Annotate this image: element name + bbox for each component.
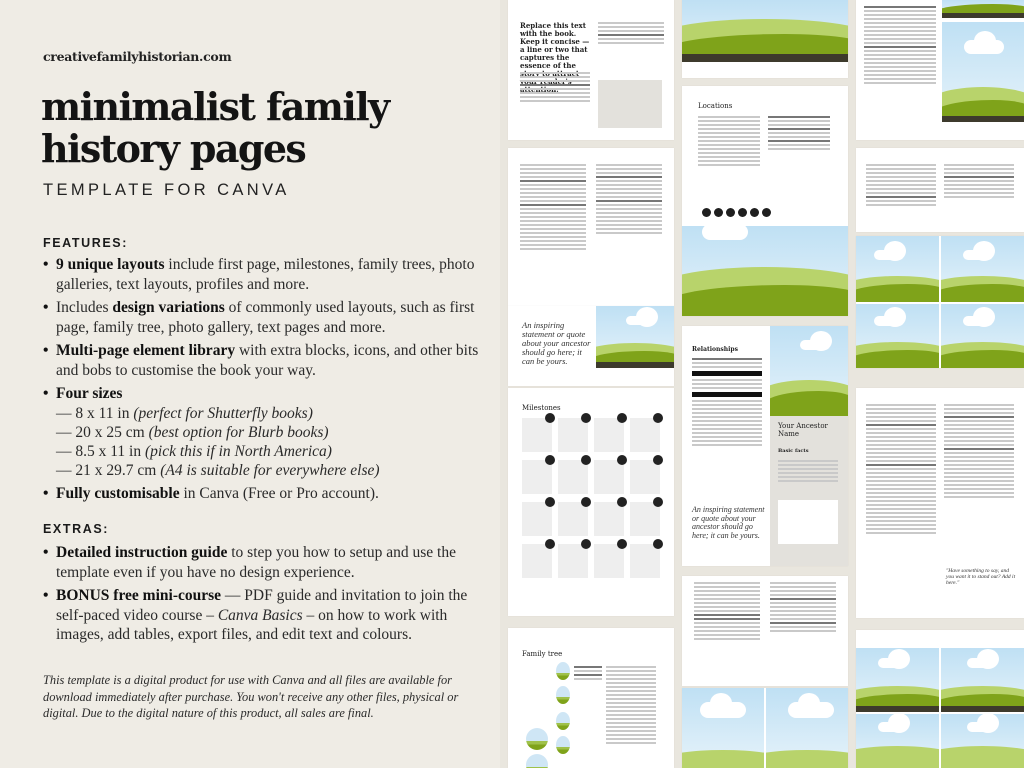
landscape-photo [682,0,848,62]
size-value: — 8.5 x 11 in [56,442,145,460]
landscape-photo [596,306,674,368]
thumbnail-profile [682,326,848,566]
locations-title: Locations [698,102,733,110]
extra-text: – on how to work with images, add tables, export files, and edit text and colours. [56,606,448,643]
features-list [43,255,483,507]
disclaimer-text: This template is a digital product for use with Canva and all files are available for download immediately after purchase. You won't receive any other files, physical or digital. Due to the digital nature of this product, all sales are final. [43,673,459,720]
extra-bold: BONUS free mini-course [56,587,222,604]
pull-quote: "Have something to say, and you want it to stand out? Add it here." [946,568,1016,586]
thumbnail-text-page-2 [682,576,848,686]
feature-item [43,341,483,380]
thumbnail-text-photo-page [856,0,1024,140]
title-line-2: history pages [41,126,306,171]
product-description-panel [0,0,500,768]
gallery-photo [682,688,764,768]
feature-bold: 9 unique layouts [56,256,165,273]
portrait-photo [770,326,848,416]
location-markers [702,208,771,217]
size-item [56,442,483,461]
course-name: Canva Basics [217,606,303,624]
text-lines [520,70,590,104]
extra-bold: Detailed instruction guide [56,544,228,561]
thumbnail-photo-gallery [682,688,848,768]
feature-text: Includes [56,299,113,316]
features-heading: FEATURES: [43,236,128,250]
first-page-heading: Replace this text with the book. Keep it concise — a line or two that captures the essence of the [520,21,590,70]
size-value: — 20 x 25 cm [56,423,149,441]
facts-table [598,80,662,128]
thumbnail-milestones [508,388,674,616]
thumbnail-photo-grid-2 [856,630,1024,768]
product-subtitle: TEMPLATE FOR CANVA [43,181,290,199]
extra-item [43,543,483,582]
family-tree-title: Family tree [522,650,563,658]
size-note: (pick this if in North America) [144,442,332,460]
size-note: (best option for Blurb books) [148,423,329,441]
feature-item [43,484,483,504]
thumbnail-landscape-page [682,0,848,78]
feature-text: of commonly used layouts, such as first page, family tree, photo gallery, text pages and more. [56,299,475,336]
size-item [56,461,483,480]
landscape-photo [942,22,1024,122]
ancestor-name: Your Ancestor Name [778,422,828,438]
milestones-title: Milestones [522,404,561,412]
thumbnail-photo-grid [856,236,1024,368]
size-item [56,404,483,423]
gallery-photo [766,688,848,768]
relationships-title: Relationships [692,346,738,353]
product-title [41,86,389,170]
extra-item [43,586,483,645]
title-line-1: minimalist family [41,84,389,129]
text-lines [520,162,586,252]
size-note: (perfect for Shutterfly books) [133,404,313,422]
thumbnail-text-page-3 [856,148,1024,232]
text-lines [596,162,662,236]
feature-item [43,255,483,294]
feature-bold: Fully customisable [56,484,180,502]
feature-item [43,298,483,337]
feature-bold: Multi-page element library [56,342,236,359]
feature-text: with extra blocks, icons, and other bits and bobs to customise the book your way. [56,342,479,379]
feature-text: in Canva (Free or Pro account). [179,484,379,502]
size-value: — 8 x 11 in [56,404,134,422]
extra-text: to step you how to setup and use the template even if you have no design experience. [56,544,456,581]
size-value: — 21 x 29.7 cm [56,461,161,479]
thumbnail-first-page [508,0,674,140]
sizes-list [56,404,483,480]
extras-heading: EXTRAS: [43,522,110,536]
feature-item [43,384,483,480]
thumbnail-text-quote-page [856,388,1024,618]
quote-text: An inspiring statement or quote about your ancestor should go here; it can be yours. [522,320,591,366]
template-preview-collage [500,0,1024,768]
landscape-photo [682,226,848,316]
size-item [56,423,483,442]
size-note: (A4 is suitable for everywhere else) [160,461,380,479]
thumbnail-locations [682,86,848,316]
feature-bold: design variations [112,299,225,316]
basic-facts-heading: Basic facts [778,448,809,454]
thumbnail-quote-page [508,306,674,386]
site-url: creativefamilyhistorian.com [43,49,232,64]
feature-text: include first page, milestones, family trees, photo galleries, text layouts, profiles and more. [56,256,475,293]
extras-list [43,543,483,649]
quote-text: An inspiring statement or quote about your ancestor should go here; it can be yours. [692,505,765,540]
text-lines [598,20,664,46]
thumbnail-family-tree [508,628,674,768]
feature-bold: Four sizes [56,385,123,402]
thumbnail-text-page [508,148,674,306]
profile-sidebar [770,416,848,566]
extra-text: — PDF guide and invitation to join the self-paced video course – [56,587,468,624]
